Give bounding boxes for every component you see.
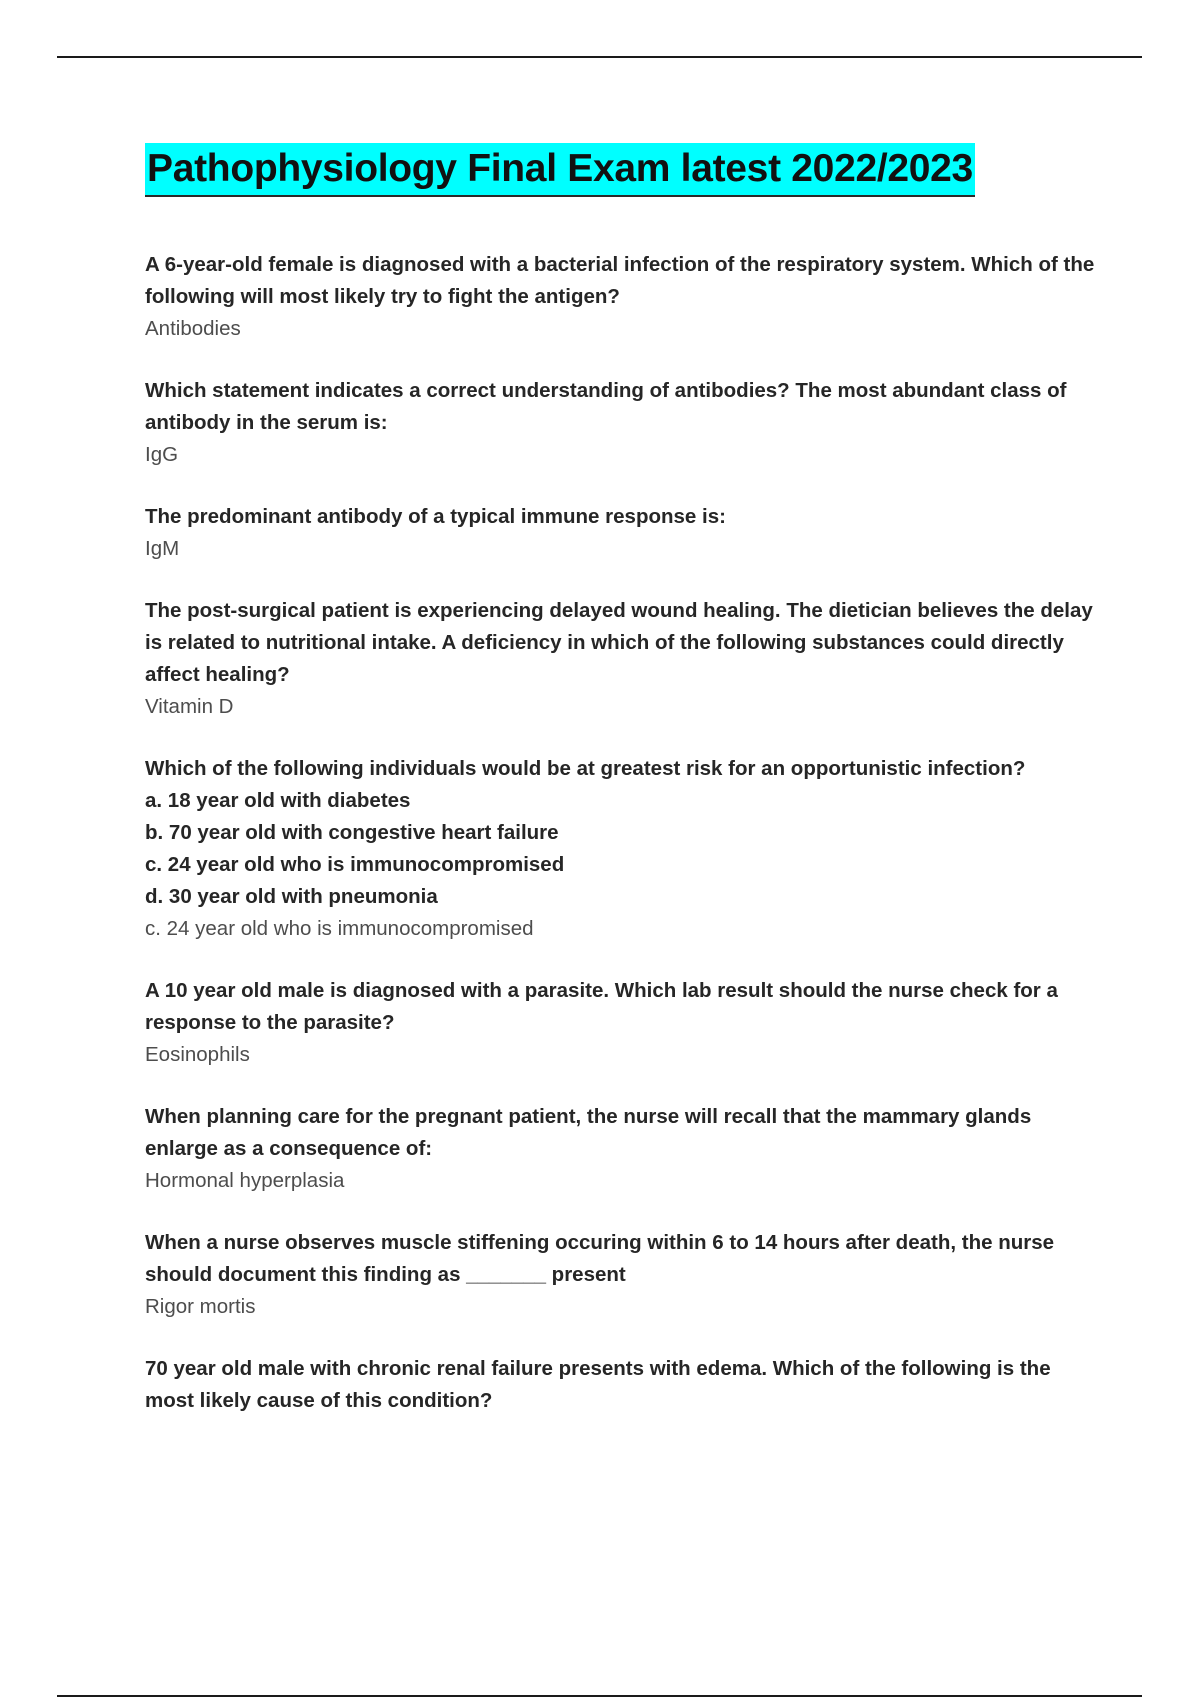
answer-text: Vitamin D xyxy=(145,695,234,718)
top-rule xyxy=(57,56,1142,58)
answer-option: a. 18 year old with diabetes xyxy=(145,789,411,812)
question-text: When a nurse observes muscle stiffening occuring within 6 to 14 hours after death, the nurse should document this finding as _______ present xyxy=(145,1231,1055,1286)
answer-text: Eosinophils xyxy=(145,1043,250,1066)
question-text: A 6-year-old female is diagnosed with a bacterial infection of the respiratory system. Which of the following will most likely try to fight the antigen? xyxy=(145,253,1095,308)
question-item xyxy=(145,1353,1095,1417)
answer-text: Hormonal hyperplasia xyxy=(145,1169,345,1192)
document-content xyxy=(145,143,1095,1447)
answer-option: b. 70 year old with congestive heart failure xyxy=(145,821,559,844)
question-text: The post-surgical patient is experiencing delayed wound healing. The dietician believes the delay is related to nutritional intake. A deficiency in which of the following substances could directly affect healing? xyxy=(145,599,1093,686)
question-text: 70 year old male with chronic renal failure presents with edema. Which of the following is the most likely cause of this condition? xyxy=(145,1357,1051,1412)
answer-text: c. 24 year old who is immunocompromised xyxy=(145,917,534,940)
question-item xyxy=(145,975,1095,1071)
question-text: When planning care for the pregnant patient, the nurse will recall that the mammary glands enlarge as a consequence of: xyxy=(145,1105,1032,1160)
question-text: Which of the following individuals would be at greatest risk for an opportunistic infection? xyxy=(145,757,1026,780)
question-text: The predominant antibody of a typical immune response is: xyxy=(145,505,726,528)
answer-text: Antibodies xyxy=(145,317,241,340)
question-item xyxy=(145,1227,1095,1323)
answer-option: d. 30 year old with pneumonia xyxy=(145,885,438,908)
answer-text: Rigor mortis xyxy=(145,1295,256,1318)
question-text: Which statement indicates a correct understanding of antibodies? The most abundant class of antibody in the serum is: xyxy=(145,379,1067,434)
answer-text: IgG xyxy=(145,443,179,466)
question-item xyxy=(145,1101,1095,1197)
document-title: Pathophysiology Final Exam latest 2022/2023 xyxy=(145,143,975,197)
answer-text: IgM xyxy=(145,537,180,560)
question-list xyxy=(145,249,1095,1417)
question-item xyxy=(145,375,1095,471)
question-item xyxy=(145,753,1095,945)
answer-option: c. 24 year old who is immunocompromised xyxy=(145,853,565,876)
question-item xyxy=(145,249,1095,345)
question-item xyxy=(145,501,1095,565)
question-text: A 10 year old male is diagnosed with a parasite. Which lab result should the nurse check for a response to the parasite? xyxy=(145,979,1058,1034)
question-item xyxy=(145,595,1095,723)
bottom-rule xyxy=(57,1695,1142,1697)
